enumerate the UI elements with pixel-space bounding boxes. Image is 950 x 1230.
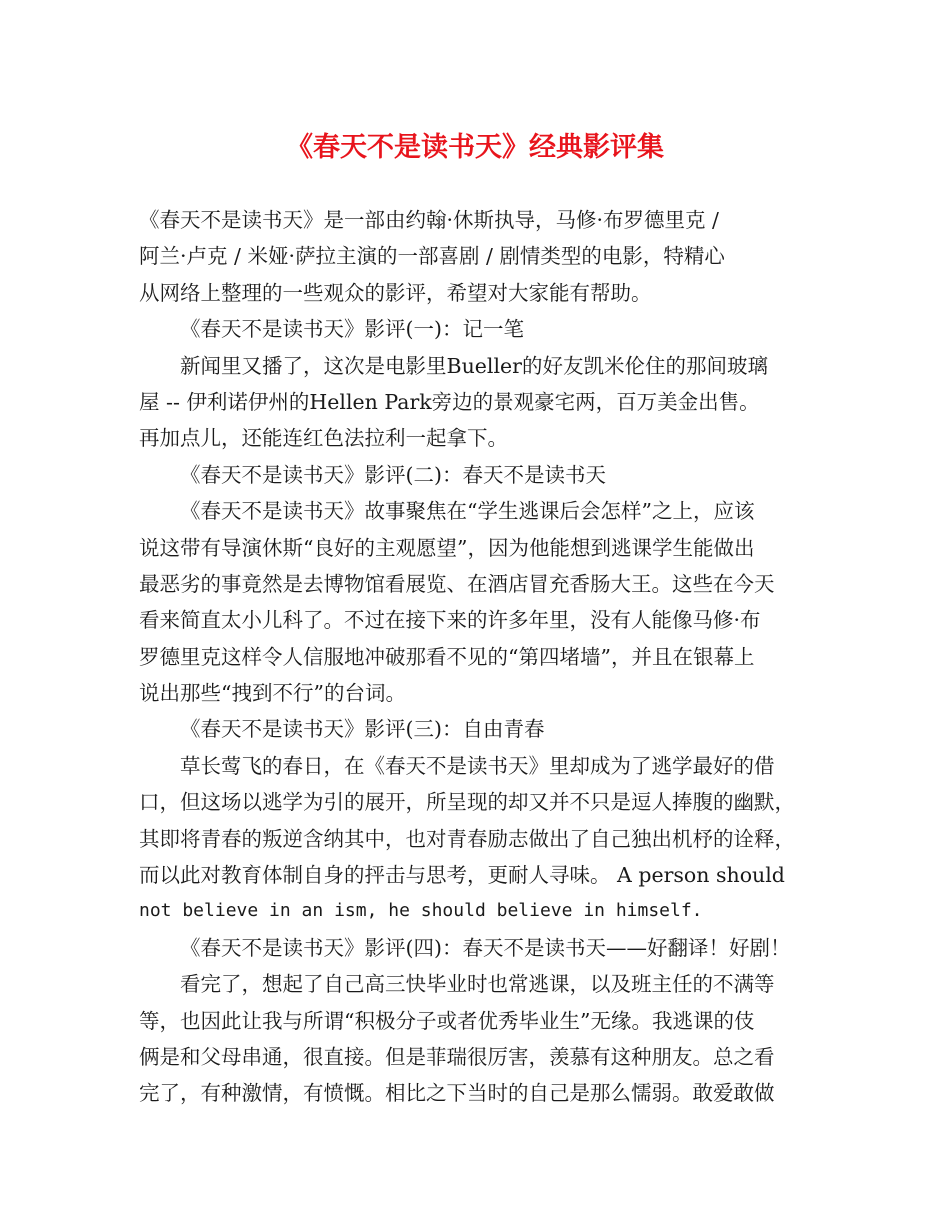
paragraph-line: 俩是和父母串通，很直接。但是菲瑞很厉害，羡慕有这种朋友。总之看 <box>139 1044 775 1069</box>
paragraph-line: 看来简直太小儿科了。不过在接下来的许多年里，没有人能像马修·布 <box>139 608 761 633</box>
paragraph-line: 屋 -- 伊利诺伊州的Hellen Park旁边的景观豪宅两，百万美金出售。 <box>139 389 760 414</box>
paragraph-line: 完了，有种激情，有愤慨。相比之下当时的自己是那么懦弱。敢爱敢做 <box>139 1081 775 1106</box>
document-title: 《春天不是读书天》经典影评集 <box>286 132 664 163</box>
paragraph-line: 说这带有导演休斯“良好的主观愿望”，因为他能想到逃课学生能做出 <box>139 535 755 560</box>
paragraph-line-indented: 看完了，想起了自己高三快毕业时也常逃课，以及班主任的不满等 <box>180 972 775 997</box>
paragraph-line: 《春天不是读书天》是一部由约翰·休斯执导，马修·布罗德里克 / <box>139 208 719 232</box>
paragraph-line: not believe in an ism, he should believe in himself. <box>139 900 703 922</box>
paragraph-line-indented: 《春天不是读书天》影评(一)：记一笔 <box>180 317 524 342</box>
paragraph-line-indented: 草长莺飞的春日，在《春天不是读书天》里却成为了逃学最好的借 <box>180 753 775 778</box>
paragraph-line-indented: 新闻里又播了，这次是电影里Bueller的好友凯米伦住的那间玻璃 <box>180 353 768 378</box>
document-body <box>139 202 815 1112</box>
paragraph-line: 最恶劣的事竟然是去博物馆看展览、在酒店冒充香肠大王。这些在今天 <box>139 571 775 596</box>
paragraph-line: 其即将青春的叛逆含纳其中，也对青春励志做出了自己独出机杼的诠释， <box>139 826 795 851</box>
paragraph-line-indented: 《春天不是读书天》影评(三)：自由青春 <box>180 717 545 742</box>
paragraph-line: 口，但这场以逃学为引的展开，所呈现的却又并不只是逗人捧腹的幽默， <box>139 790 795 815</box>
paragraph-line: 再加点儿，还能连红色法拉利一起拿下。 <box>139 426 508 451</box>
paragraph-line: 等，也因此让我与所谓“积极分子或者优秀毕业生”无缘。我逃课的伎 <box>139 1008 755 1033</box>
paragraph-line-indented: 《春天不是读书天》影评(二)：春天不是读书天 <box>180 462 606 487</box>
paragraph-line-indented: 《春天不是读书天》故事聚焦在“学生逃课后会怎样”之上，应该 <box>180 499 755 524</box>
paragraph-line: 罗德里克这样令人信服地冲破那看不见的“第四堵墙”，并且在银幕上 <box>139 644 755 669</box>
paragraph-line: 阿兰·卢克 / 米娅·萨拉主演的一部喜剧 / 剧情类型的电影，特精心 <box>139 244 725 269</box>
paragraph-line: 从网络上整理的一些观众的影评，希望对大家能有帮助。 <box>139 280 652 305</box>
paragraph-line: 而以此对教育体制自身的抨击与思考，更耐人寻味。 A person should <box>139 863 785 888</box>
paragraph-line-indented: 《春天不是读书天》影评(四)：春天不是读书天——好翻译！好剧！ <box>180 935 791 960</box>
paragraph-line: 说出那些“拽到不行”的台词。 <box>139 681 406 706</box>
